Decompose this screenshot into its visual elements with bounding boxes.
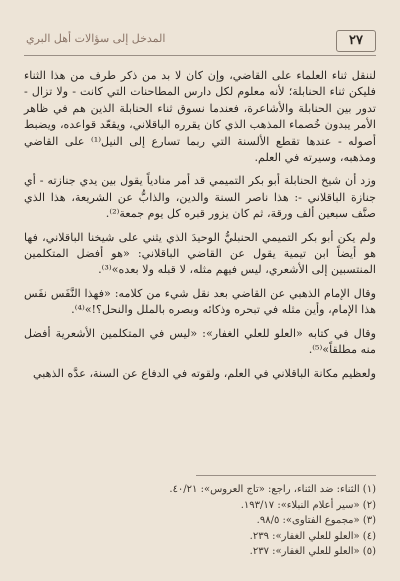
footnotes-rule: [196, 475, 376, 476]
main-text: [24, 68, 376, 389]
running-title: المدخل إلى سؤالات أهل البري: [26, 32, 166, 45]
paragraph: وزد أن شيخ الحنابلة أبو بكر التميمي قد أمر منادياً يقول بين يدي جنازته - أي جنازة الباقلاني -: هذا ناصر السنة والدين، والذابُّ عن الشريعة، هذا الذي صنَّف سبعين ألف ورقة، ثم كان يزور قبره كل يوم جمعة⁽²⁾.: [24, 174, 376, 221]
page-header: [24, 28, 376, 56]
paragraph: وقال الإمام الذهبي عن القاضي بعد نقل شيء من كلامه: «فهذا النَّفَس نفَس هذا الإمام، وأين مثله في تبحره وذكائه وبصره بالملل والنحل؟!»⁽⁴⁾.: [24, 286, 376, 317]
footnotes: [24, 482, 376, 560]
paragraph: ولم يكن أبو بكر التميمي الحنبليُّ الوحيدَ الذي يثني على شيخنا الباقلاني، فها هو أيضاً ابن تيمية يقول عن القاضي الباقلاني: «هو أفضل المتكلمين المنتسبين إلى الأشعري، ليس فيهم مثله، لا قبله ولا بعده»⁽³⁾.: [24, 230, 376, 277]
footnote: (٤) «العلو للعلي الغفار»: ٢٣٩.: [249, 530, 376, 542]
footnote: (١) الثناء: ضد الثناء، راجع: «تاج العروس»: ٤٠/٢١.: [169, 484, 376, 495]
paragraph: وقال في كتابه «العلو للعلي الغفار»: «ليس في المتكلمين الأشعرية أفضل منه مطلقاً»⁽⁵⁾.: [24, 326, 376, 357]
page-number: ٢٧: [336, 30, 376, 52]
paragraph: ولعظيم مكانة الباقلاني في العلم، ولقوته في الدفاع عن السنة، عدَّه الذهبي: [32, 366, 376, 380]
header-rule: [24, 55, 376, 56]
footnote: (٢) «سير أعلام النبلاء»: ١٩٣/١٧.: [240, 499, 376, 511]
footnote: (٥) «العلو للعلي الغفار»: ٢٣٧.: [249, 546, 376, 557]
paragraph: لننقل ثناء العلماء على القاضي، وإن كان لا بد من ذكر طرف من هذا الثناء فليكن ثناء الحنابلة؛ لأنه معلوم لكل دارس المطاحنات التي كانت - ولا تزال - تدور بين الحنابلة والأشاعرة، فعندما نسوق ثناء الحنابلة الذين هم في ظاهر الأمر يبدون خُصماء المذهب الذي كان يقرره الباقلاني، ويقعّد قواعده، ويضبط أصوله - عندها تقطع الألسنة التي ربما تسارع إلى النيل⁽¹⁾ على القاضي ومذهبه، وسيرته في العلم.: [24, 69, 376, 165]
footnote: (٣) «مجموع الفتاوى»: ٩٨/٥.: [256, 515, 376, 526]
